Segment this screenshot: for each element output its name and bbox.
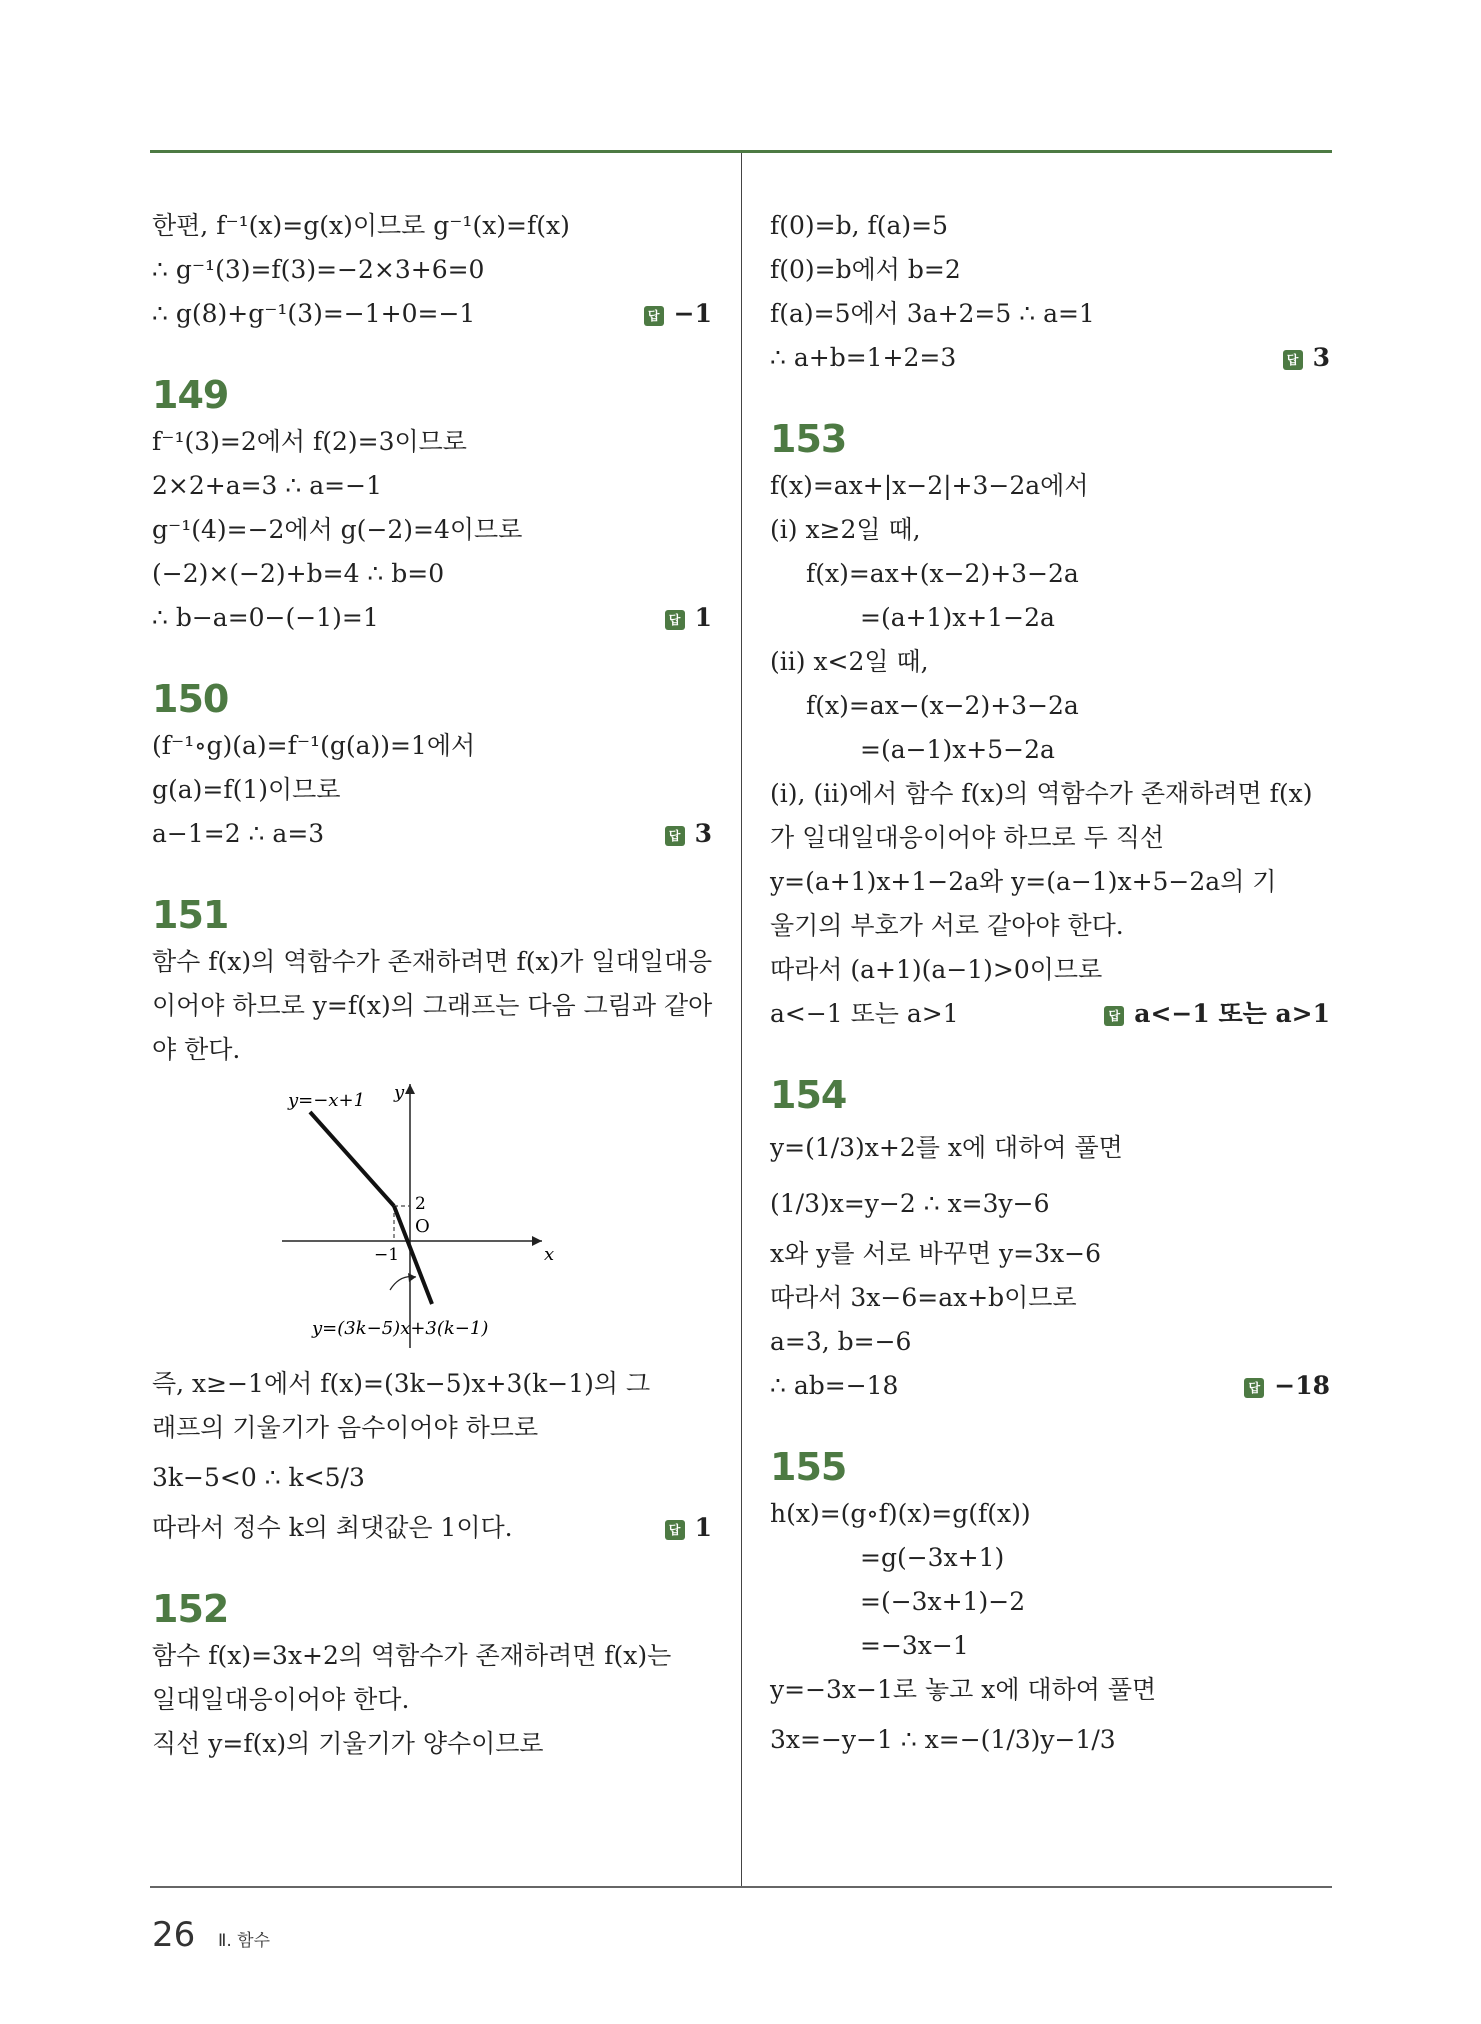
solution-line: (−2)×(−2)+b=4 ∴ b=0 (152, 559, 445, 588)
page-number: 26 (152, 1915, 196, 1955)
solution-line: f(x)=ax+|x−2|+3−2a에서 (770, 471, 1089, 500)
problem-number: 153 (770, 417, 847, 461)
answer-mark-icon: 답 (644, 306, 664, 326)
solution-line: (ⅰ) x≥2일 때, (770, 515, 921, 544)
solution-line: =(−3x+1)−2 (860, 1587, 1026, 1616)
answer (665, 1506, 712, 1550)
solution-line (152, 1506, 712, 1550)
solution-line: 야 한다. (152, 1035, 241, 1064)
answer (1244, 1364, 1330, 1408)
solution-text: 따라서 정수 k의 최댓값은 1이다. (152, 1513, 513, 1542)
solution-line: 함수 f(x)의 역함수가 존재하려면 f(x)가 일대일대응 (152, 947, 713, 976)
bottom-rule (150, 1886, 1332, 1888)
problem-number: 152 (152, 1587, 229, 1631)
tick-label-minus-1: −1 (374, 1245, 400, 1265)
label-top: y=−x+1 (288, 1090, 366, 1111)
answer-value: −1 (673, 299, 712, 328)
answer (1283, 336, 1330, 380)
solution-line: (1/3)x=y−2 ∴ x=3y−6 (770, 1189, 1050, 1218)
annotation-arrow-icon (408, 1273, 416, 1282)
solution-line: 래프의 기울기가 음수이어야 하므로 (152, 1413, 539, 1442)
column-divider (741, 153, 742, 1887)
solution-line: 가 일대일대응이어야 하므로 두 직선 (770, 823, 1165, 852)
solution-line: =(a+1)x+1−2a (860, 603, 1055, 632)
answer (1104, 992, 1330, 1036)
solution-line: y=−3x−1로 놓고 x에 대하여 풀면 (770, 1675, 1157, 1704)
solution-line: 이어야 하므로 y=f(x)의 그래프는 다음 그림과 같아 (152, 991, 713, 1020)
solution-line: 울기의 부호가 서로 같아야 한다. (770, 911, 1124, 940)
solution-line (770, 336, 1330, 380)
solution-line: f(x)=ax−(x−2)+3−2a (806, 691, 1079, 720)
solution-line: y=(a+1)x+1−2a와 y=(a−1)x+5−2a의 기 (770, 867, 1277, 896)
tick-label-2: 2 (415, 1194, 426, 1214)
solution-line: 3k−5<0 ∴ k<5/3 (152, 1463, 365, 1492)
answer-mark-icon: 답 (1244, 1378, 1264, 1398)
answer-value: 1 (694, 1513, 712, 1542)
answer-value: 3 (1312, 343, 1330, 372)
solution-line (152, 812, 712, 856)
solution-line: 따라서 (a+1)(a−1)>0이므로 (770, 955, 1103, 984)
solution-line: g(a)=f(1)이므로 (152, 775, 341, 804)
answer-mark-icon: 답 (665, 610, 685, 630)
solution-line: f(0)=b, f(a)=5 (770, 211, 949, 240)
answer-value: 1 (694, 603, 712, 632)
answer-mark-icon: 답 (1104, 1006, 1124, 1026)
y-axis-arrow-icon (405, 1084, 415, 1094)
problem-number: 151 (152, 893, 229, 937)
solution-line: x와 y를 서로 바꾸면 y=3x−6 (770, 1239, 1101, 1268)
line-left-segment (310, 1112, 394, 1206)
answer-value: a<−1 또는 a>1 (1134, 999, 1330, 1028)
solution-line: =−3x−1 (860, 1631, 969, 1660)
x-axis-label: x (544, 1244, 555, 1265)
answer-value: −18 (1274, 1371, 1330, 1400)
answer (665, 812, 712, 856)
solution-line: a=3, b=−6 (770, 1327, 912, 1356)
right-column (770, 204, 1330, 1768)
solution-line: ∴ g⁻¹(3)=f(3)=−2×3+6=0 (152, 255, 485, 284)
solution-line: f(x)=ax+(x−2)+3−2a (806, 559, 1079, 588)
solution-line: =g(−3x+1) (860, 1543, 1005, 1572)
answer (644, 292, 712, 336)
solution-text: a−1=2 ∴ a=3 (152, 819, 325, 848)
problem-number: 155 (770, 1445, 847, 1489)
solution-line: (ⅰ), (ⅱ)에서 함수 f(x)의 역함수가 존재하려면 f(x) (770, 779, 1313, 808)
problem-number: 150 (152, 677, 229, 721)
answer-mark-icon: 답 (1283, 350, 1303, 370)
solution-line: 3x=−y−1 ∴ x=−(1/3)y−1/3 (770, 1725, 1116, 1754)
solution-line: (f⁻¹∘g)(a)=f⁻¹(g(a))=1에서 (152, 731, 476, 760)
origin-label: O (415, 1216, 430, 1237)
solution-line: f⁻¹(3)=2에서 f(2)=3이므로 (152, 427, 467, 456)
solution-line (770, 992, 1330, 1036)
solution-line (770, 1364, 1330, 1408)
problem-number: 154 (770, 1073, 847, 1117)
solution-text: ∴ b−a=0−(−1)=1 (152, 603, 379, 632)
solution-line: h(x)=(g∘f)(x)=g(f(x)) (770, 1499, 1031, 1528)
solution-line: f(a)=5에서 3a+2=5 ∴ a=1 (770, 299, 1095, 328)
solution-text: ∴ g(8)+g⁻¹(3)=−1+0=−1 (152, 299, 476, 328)
solution-line (152, 596, 712, 640)
x-axis-arrow-icon (532, 1236, 542, 1246)
answer-mark-icon: 답 (665, 826, 685, 846)
solution-line: =(a−1)x+5−2a (860, 735, 1055, 764)
left-column (152, 204, 712, 1766)
solution-text: a<−1 또는 a>1 (770, 999, 959, 1028)
label-bottom: y=(3k−5)x+3(k−1) (312, 1318, 489, 1339)
answer (665, 596, 712, 640)
solution-line: f(0)=b에서 b=2 (770, 255, 961, 284)
solution-line: 2×2+a=3 ∴ a=−1 (152, 471, 382, 500)
solution-line: g⁻¹(4)=−2에서 g(−2)=4이므로 (152, 515, 523, 544)
solution-line (152, 292, 712, 336)
problem-number: 149 (152, 373, 229, 417)
solution-line: (ⅱ) x<2일 때, (770, 647, 929, 676)
graph-figure (152, 1078, 712, 1354)
piecewise-graph (282, 1078, 582, 1354)
solution-line: y=(1/3)x+2를 x에 대하여 풀면 (770, 1133, 1123, 1162)
solution-line: 일대일대응이어야 한다. (152, 1685, 410, 1714)
y-axis-label: y (394, 1082, 405, 1103)
answer-mark-icon: 답 (665, 1520, 685, 1540)
solution-line: 함수 f(x)=3x+2의 역함수가 존재하려면 f(x)는 (152, 1641, 672, 1670)
answer-value: 3 (694, 819, 712, 848)
solution-text: ∴ a+b=1+2=3 (770, 343, 957, 372)
solution-line: 즉, x≥−1에서 f(x)=(3k−5)x+3(k−1)의 그 (152, 1369, 651, 1398)
solution-line: 직선 y=f(x)의 기울기가 양수이므로 (152, 1729, 544, 1758)
section-title: Ⅱ. 함수 (218, 1931, 271, 1951)
solution-text: ∴ ab=−18 (770, 1371, 899, 1400)
solution-line: 따라서 3x−6=ax+b이므로 (770, 1283, 1077, 1312)
solution-line: 한편, f⁻¹(x)=g(x)이므로 g⁻¹(x)=f(x) (152, 211, 570, 240)
